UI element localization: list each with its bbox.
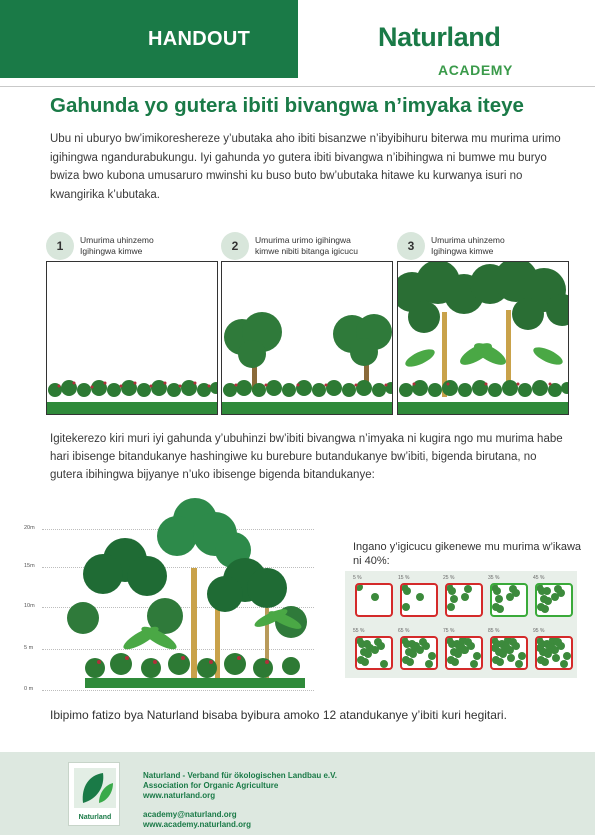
footer-academy-link[interactable]: www.academy.naturland.org	[143, 820, 252, 829]
canopy-cell	[490, 636, 528, 670]
height-gridline	[42, 690, 314, 691]
canopy-cell-label: 25 %	[443, 575, 455, 581]
monoculture-illustration	[47, 262, 218, 415]
step-caption-3-line1: Umurima uhinzemo	[431, 235, 505, 245]
canopy-cell-label: 95 %	[533, 628, 545, 634]
layering-explanation: Igitekerezo kiri muri iyi gahunda y’ubuhinzi bw’ibiti bivangwa n’imyaka ni kugira ngo mu murima habe hari ibisenge bitandukanye hashingiwe ku burebure butandukanye bw’ibiti, bigenda birutana, no gutera ibihingwa bijyanye n’uko ibisenge bigenda bitandukanye:	[50, 433, 563, 481]
handout-label: HANDOUT	[148, 28, 251, 50]
height-tick-5m: 5 m	[24, 645, 34, 651]
canopy-cell	[400, 583, 438, 617]
intro-paragraph: Ubu ni uburyo bw’imikoreshereze y’ubutaka aho ibiti bisanzwe n’ibyibihuru biterwa mu murima urimo igihingwa ngandurabukungu. Iyi gahunda yo gutera ibiti bivangwa n’ibihingwa ni bumwe mu buryo bwiza bwo kubona umusaruro mwinshi ku buso buto bw’ubutaka hitawe ku kurwanya isuri no kwangirika k’ubutaka.	[50, 133, 561, 201]
panel-monoculture	[46, 261, 218, 415]
canopy-cell-label: 55 %	[353, 628, 365, 634]
step-caption-2	[255, 235, 358, 257]
step-caption-1-line2: Igihingwa kimwe	[80, 246, 143, 256]
panel-crop-with-shade-trees	[221, 261, 393, 415]
canopy-cell	[355, 583, 393, 617]
canopy-cell-label: 45 %	[533, 575, 545, 581]
header-divider	[0, 86, 595, 87]
height-tick-20m: 20m	[24, 525, 35, 531]
canopy-cell-label: 65 %	[398, 628, 410, 634]
agroforestry-illustration	[398, 262, 569, 415]
canopy-cell-label: 35 %	[488, 575, 500, 581]
footer-org-english: Association for Organic Agriculture	[143, 781, 279, 790]
species-requirement-note: Ibipimo fatizo bya Naturland bisaba byibura amoko 12 atandukanye y’ibiti kuri hegitari.	[50, 708, 507, 722]
footer-website-link[interactable]: www.naturland.org	[143, 791, 216, 800]
step-number-3: 3	[397, 232, 425, 260]
canopy-cell	[400, 636, 438, 670]
step-caption-2-line2: kimwe nibiti bitanga igicucu	[255, 246, 358, 256]
canopy-cell-label: 75 %	[443, 628, 455, 634]
naturland-logo	[68, 762, 120, 826]
canopy-cell	[445, 583, 483, 617]
logo-label: Naturland	[78, 814, 112, 821]
step-caption-1	[80, 235, 154, 257]
footer	[0, 752, 595, 835]
brand-subtitle: ACADEMY	[438, 62, 513, 78]
brand-name: Naturland	[378, 22, 501, 52]
canopy-cover-grid	[345, 571, 577, 678]
step-number-1: 1	[46, 232, 74, 260]
panel-agroforestry	[397, 261, 569, 415]
step-caption-3	[431, 235, 505, 257]
step-number-2: 2	[221, 232, 249, 260]
canopy-cell-label: 15 %	[398, 575, 410, 581]
height-tick-15m: 15m	[24, 563, 35, 569]
footer-org-name: Naturland - Verband für ökologischen Landbau e.V.	[143, 771, 337, 780]
canopy-cell-label: 5 %	[353, 575, 362, 581]
step-caption-2-line1: Umurima urimo igihingwa	[255, 235, 351, 245]
step-caption-1-line1: Umurima uhinzemo	[80, 235, 154, 245]
shade-trees-illustration	[222, 262, 393, 415]
canopy-heading: Ingano y’igicucu gikenewe mu murima w’ikawa ni 40%:	[353, 541, 582, 567]
canopy-cell	[445, 636, 483, 670]
page-title: Gahunda yo gutera ibiti bivangwa n’imyaka iteye	[50, 94, 524, 117]
canopy-cell	[535, 636, 573, 670]
canopy-cell	[490, 583, 528, 617]
canopy-cell	[355, 636, 393, 670]
footer-email-link[interactable]: academy@naturland.org	[143, 810, 237, 819]
step-caption-3-line2: Igihingwa kimwe	[431, 246, 494, 256]
layered-forest-illustration	[55, 498, 320, 690]
canopy-cell	[535, 583, 573, 617]
leaf-icon	[69, 763, 121, 813]
canopy-cell-label: 85 %	[488, 628, 500, 634]
height-tick-0m: 0 m	[24, 686, 34, 692]
height-tick-10m: 10m	[24, 603, 35, 609]
